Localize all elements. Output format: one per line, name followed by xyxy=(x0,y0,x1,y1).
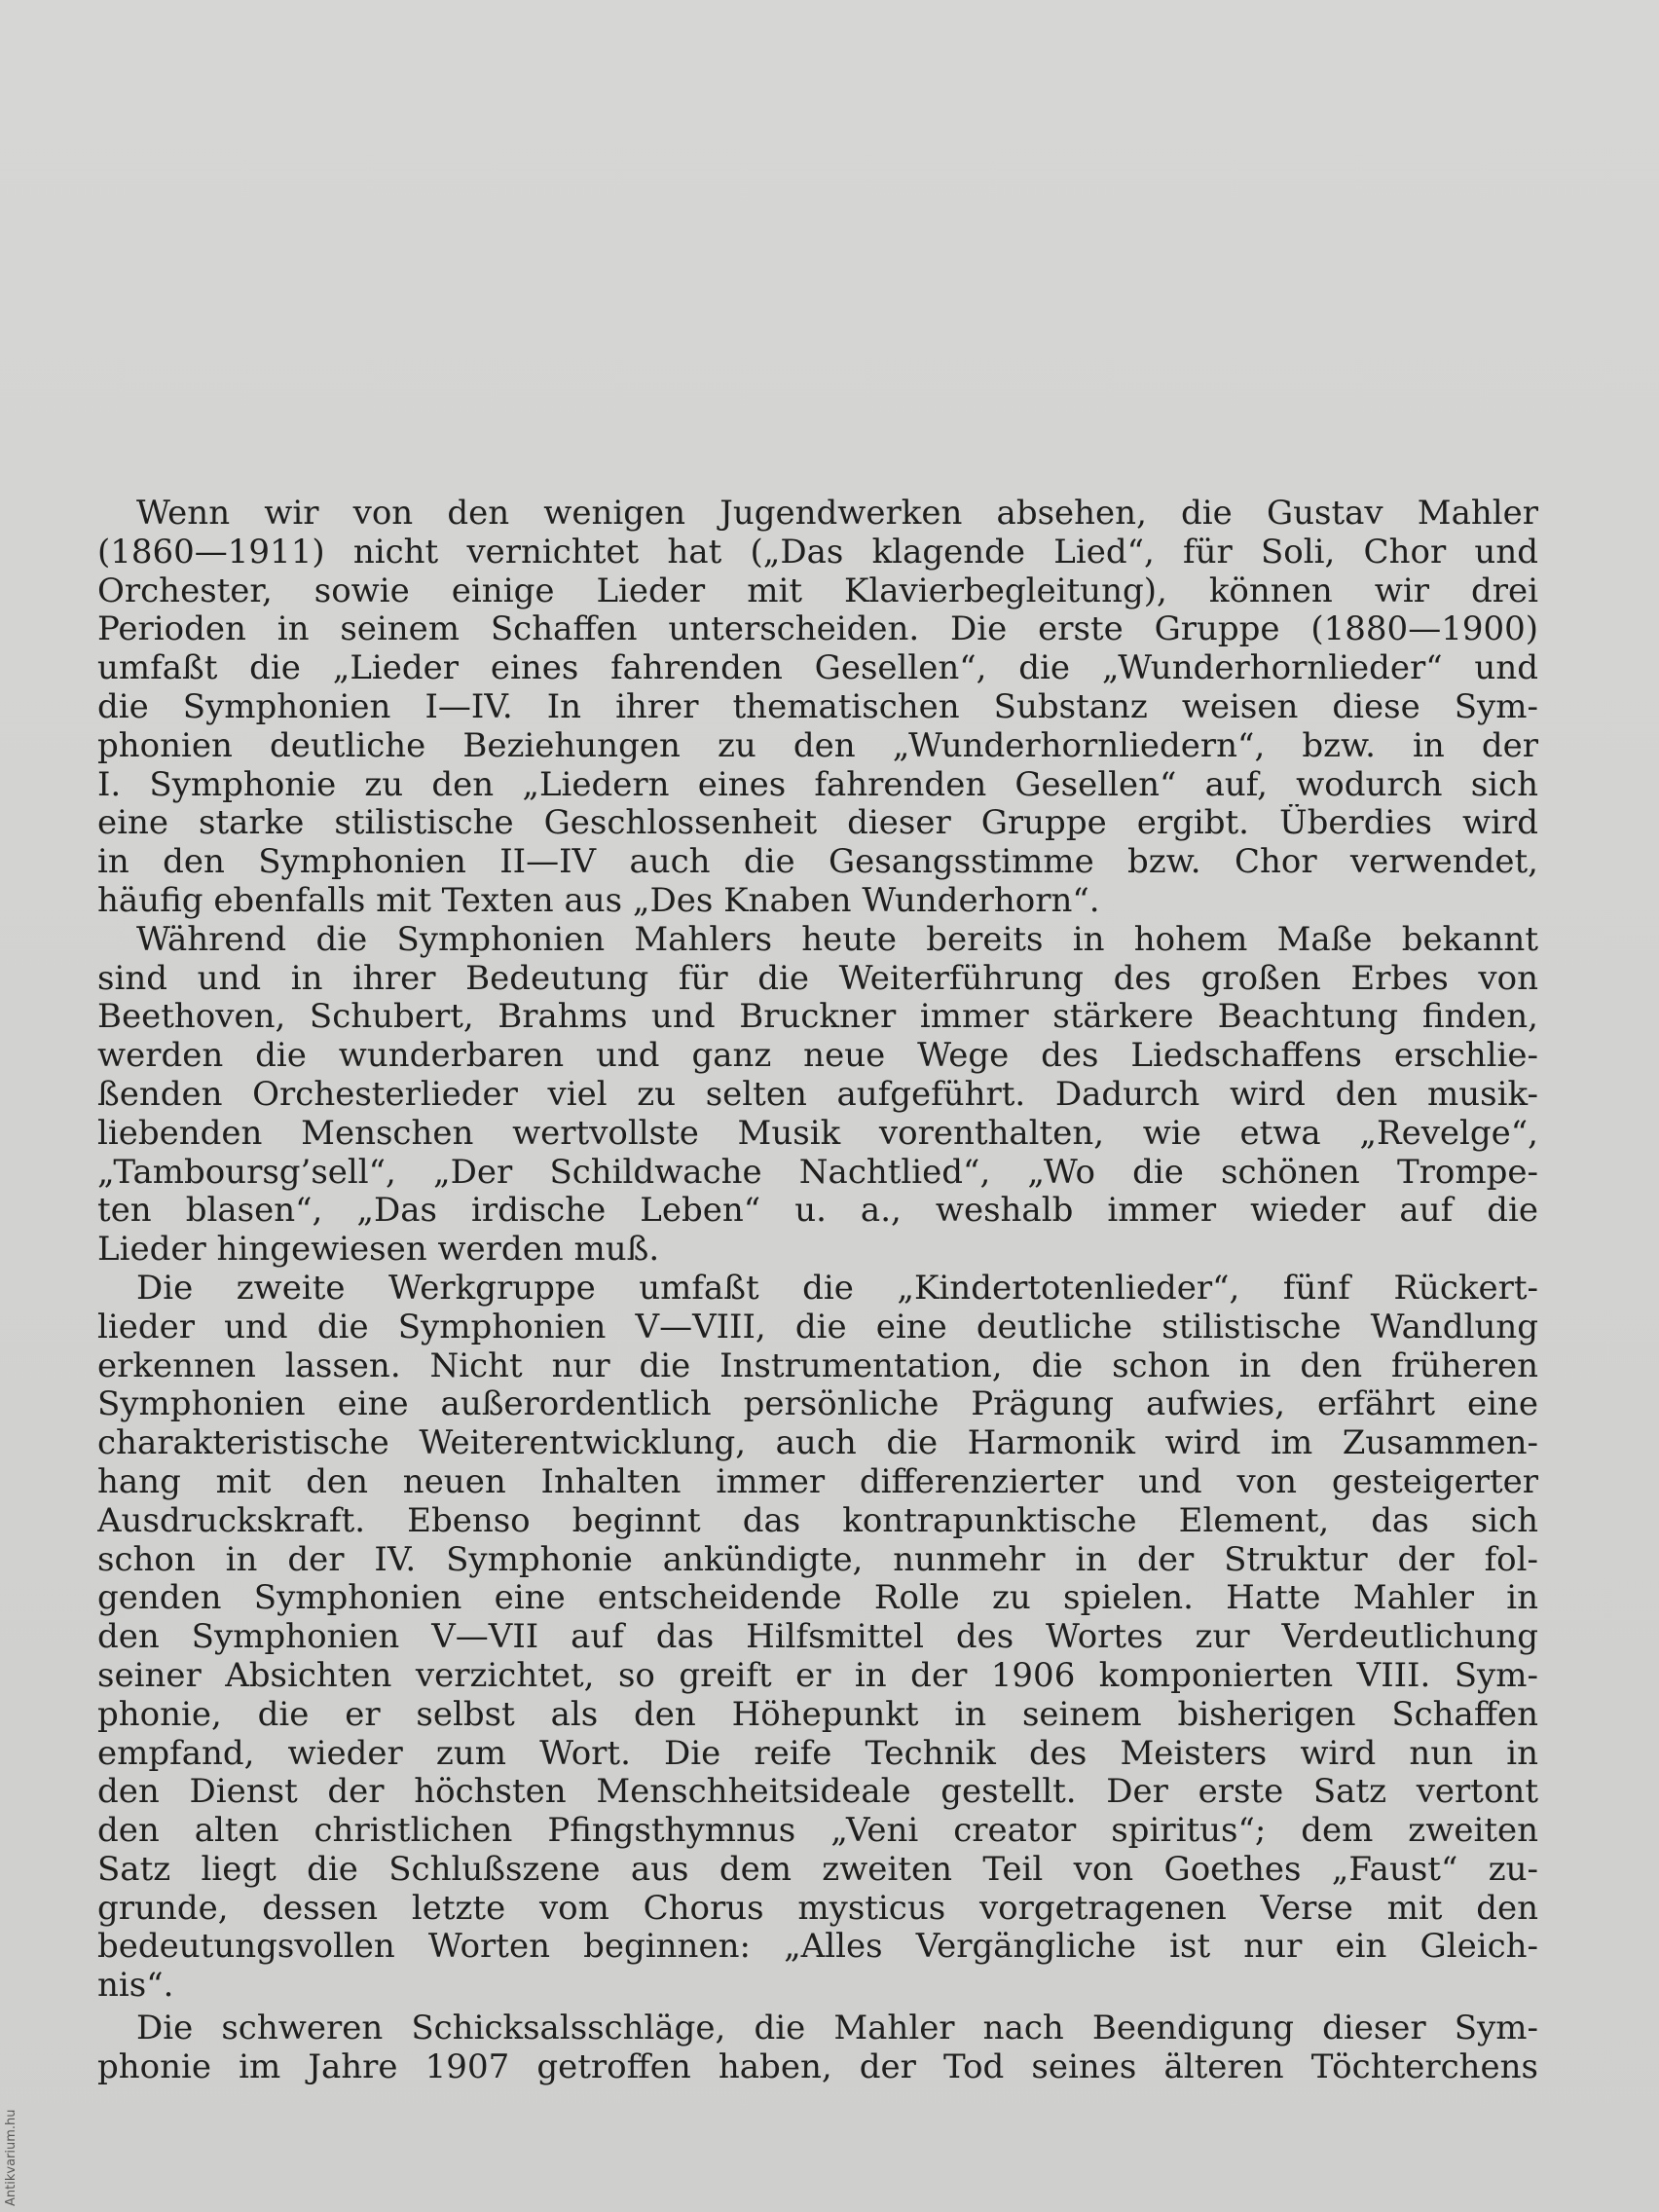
text-line: Die zweite Werkgruppe umfaßt die „Kindertotenlieder“, fünf Rückert- xyxy=(136,1269,1538,1308)
text-line: Während die Symphonien Mahlers heute bereits in hohem Maße bekannt xyxy=(136,920,1538,959)
paragraph-4 xyxy=(97,2009,1538,2087)
text-line: Satz liegt die Schlußszene aus dem zweiten Teil von Goethes „Faust“ zu- xyxy=(97,1850,1538,1889)
text-line: den Dienst der höchsten Menschheitsideale gestellt. Der erste Satz vertont xyxy=(97,1773,1538,1812)
text-line: eine starke stilistische Geschlossenheit dieser Gruppe ergibt. Überdies wird xyxy=(97,804,1538,843)
text-line: den Symphonien V—VII auf das Hilfsmittel des Wortes zur Verdeutlichung xyxy=(97,1618,1538,1657)
paragraph-3 xyxy=(97,1270,1538,2006)
text-line: genden Symphonien eine entscheidende Rolle zu spielen. Hatte Mahler in xyxy=(97,1579,1538,1618)
text-line: charakteristische Weiterentwicklung, auch die Harmonik wird im Zusammen- xyxy=(97,1424,1538,1463)
text-line: schon in der IV. Symphonie ankündigte, nunmehr in der Struktur der fol- xyxy=(97,1540,1538,1579)
body-text xyxy=(97,495,1538,2087)
text-line: werden die wunderbaren und ganz neue Wege des Liedschaffens erschlie- xyxy=(97,1037,1538,1076)
text-line: (1860—1911) nicht vernichtet hat („Das klagende Lied“, für Soli, Chor und xyxy=(97,533,1538,571)
text-line: Beethoven, Schubert, Brahms und Bruckner immer stärkere Beachtung finden, xyxy=(97,998,1538,1037)
text-line: empfand, wieder zum Wort. Die reife Technik des Meisters wird nun in xyxy=(97,1734,1538,1773)
text-line: die Symphonien I—IV. In ihrer thematischen Substanz weisen diese Sym- xyxy=(97,687,1538,726)
text-line: bedeutungsvollen Worten beginnen: „Alles Vergängliche ist nur ein Gleich- xyxy=(97,1928,1538,1967)
text-line: Wenn wir von den wenigen Jugendwerken absehen, die Gustav Mahler xyxy=(136,495,1538,533)
text-line: häufig ebenfalls mit Texten aus „Des Knaben Wunderhorn“. xyxy=(97,881,1100,920)
text-line: seiner Absichten verzichtet, so greift er in der 1906 komponierten VIII. Sym- xyxy=(97,1656,1538,1695)
text-line: sind und in ihrer Bedeutung für die Weiterführung des großen Erbes von xyxy=(97,959,1538,998)
paragraph-1 xyxy=(97,495,1538,921)
text-line: I. Symphonie zu den „Liedern eines fahrenden Gesellen“ auf, wodurch sich xyxy=(97,765,1538,804)
text-line: grunde, dessen letzte vom Chorus mysticus vorgetragenen Verse mit den xyxy=(97,1889,1538,1928)
text-line: Symphonien eine außerordentlich persönliche Prägung aufwies, erfährt eine xyxy=(97,1385,1538,1424)
text-line: Orchester, sowie einige Lieder mit Klavierbegleitung), können wir drei xyxy=(97,571,1538,610)
text-line: phonie im Jahre 1907 getroffen haben, der Tod seines älteren Töchterchens xyxy=(97,2047,1538,2086)
text-line: nis“. xyxy=(97,1967,174,2006)
text-line: liebenden Menschen wertvollste Musik vorenthalten, wie etwa „Revelge“, xyxy=(97,1114,1538,1153)
text-line: lieder und die Symphonien V—VIII, die eine deutliche stilistische Wandlung xyxy=(97,1308,1538,1346)
text-line: phonien deutliche Beziehungen zu den „Wunderhornliedern“, bzw. in der xyxy=(97,726,1538,765)
text-line: ßenden Orchesterlieder viel zu selten aufgeführt. Dadurch wird den musik- xyxy=(97,1075,1538,1114)
text-line: Ausdruckskraft. Ebenso beginnt das kontrapunktische Element, das sich xyxy=(97,1501,1538,1540)
watermark-text: Antikvarium.hu xyxy=(4,2109,18,2206)
text-line: phonie, die er selbst als den Höhepunkt in seinem bisherigen Schaffen xyxy=(97,1695,1538,1734)
text-line: in den Symphonien II—IV auch die Gesangsstimme bzw. Chor verwendet, xyxy=(97,843,1538,882)
text-line: den alten christlichen Pfingsthymnus „Veni creator spiritus“; dem zweiten xyxy=(97,1812,1538,1851)
text-line: Perioden in seinem Schaffen unterscheiden. Die erste Gruppe (1880—1900) xyxy=(97,610,1538,649)
text-line: Die schweren Schicksalsschläge, die Mahler nach Beendigung dieser Sym- xyxy=(136,2009,1538,2048)
text-line: „Tamboursg’sell“, „Der Schildwache Nachtlied“, „Wo die schönen Trompe- xyxy=(97,1153,1538,1192)
text-line: Lieder hingewiesen werden muß. xyxy=(97,1231,660,1270)
text-line: umfaßt die „Lieder eines fahrenden Gesellen“, die „Wunderhornlieder“ und xyxy=(97,649,1538,688)
text-line: hang mit den neuen Inhalten immer differenzierter und von gesteigerter xyxy=(97,1462,1538,1501)
text-line: erkennen lassen. Nicht nur die Instrumentation, die schon in den früheren xyxy=(97,1346,1538,1385)
paragraph-2 xyxy=(97,921,1538,1270)
text-line: ten blasen“, „Das irdische Leben“ u. a., weshalb immer wieder auf die xyxy=(97,1192,1538,1231)
